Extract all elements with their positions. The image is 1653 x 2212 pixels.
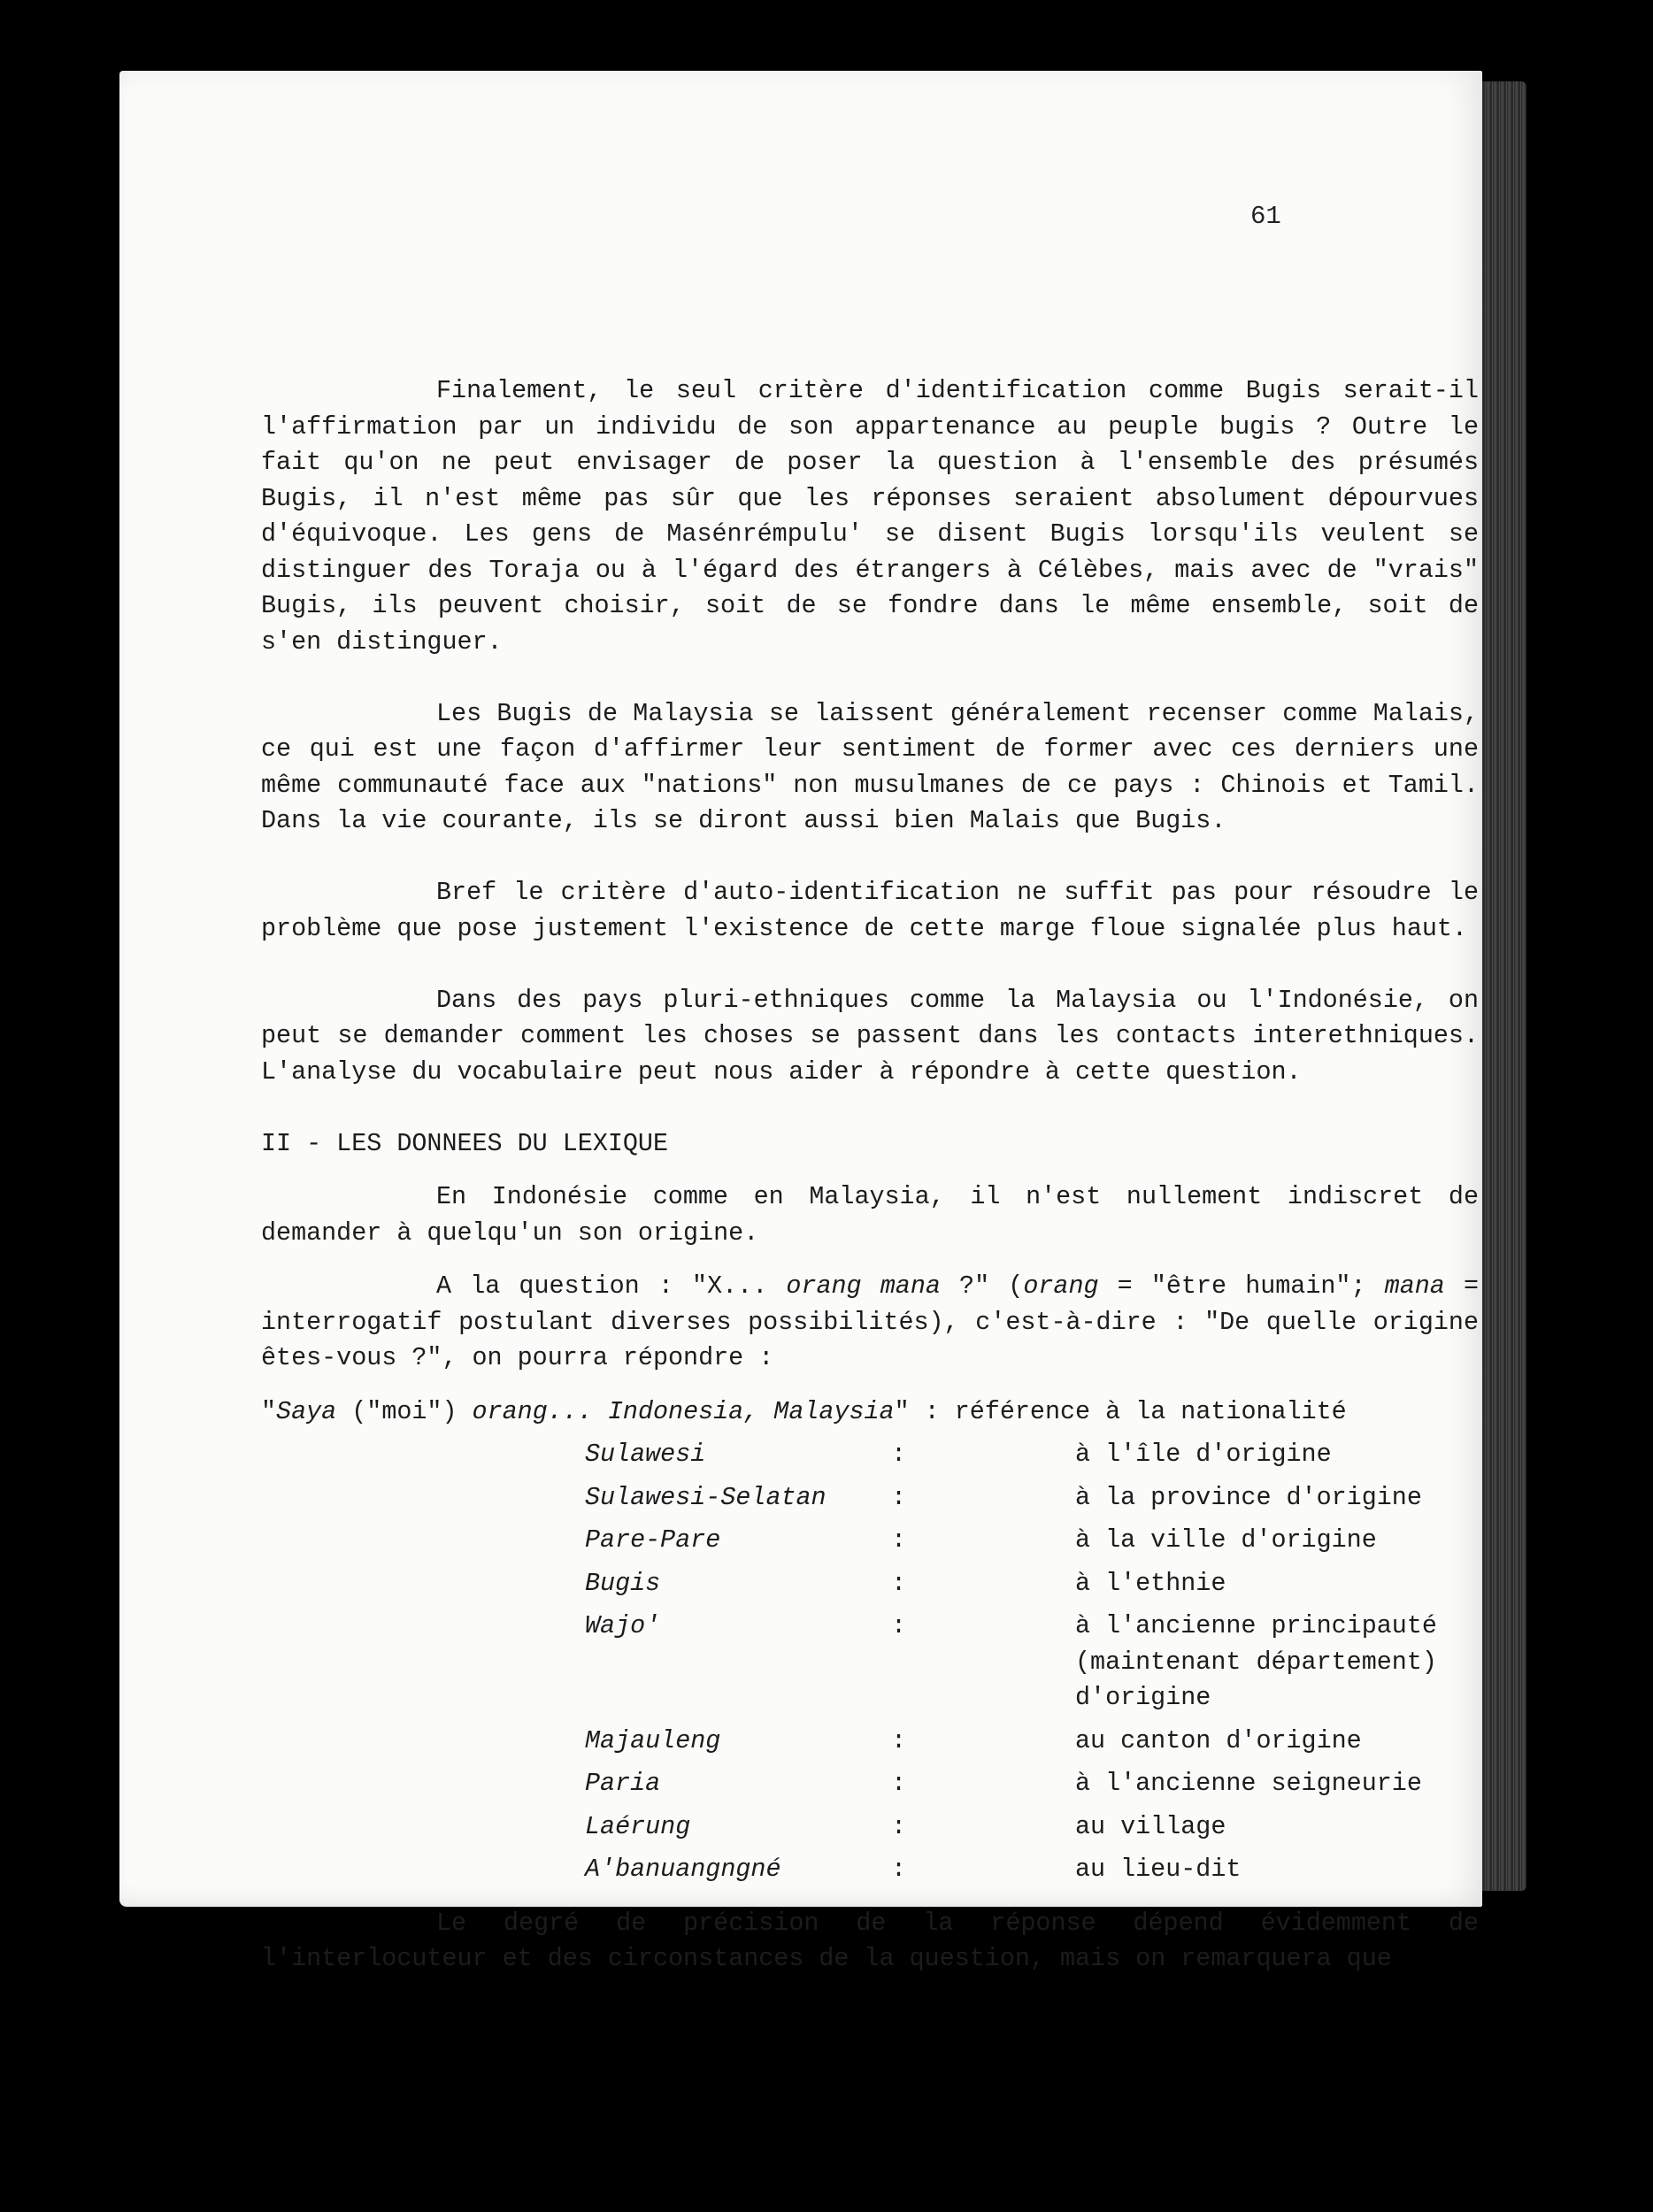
paragraph-7: Le degré de précision de la réponse dépend évidemment de l'interlocuteur et des circonstances de la question, mais on remarquera que <box>261 1908 1479 1973</box>
p6-intro: A la question : "X... <box>436 1271 787 1301</box>
example-colon: : <box>891 1611 907 1640</box>
example-row <box>261 1766 1479 1802</box>
example-term: Sulawesi <box>585 1440 706 1469</box>
example-row-nationality <box>261 1394 1479 1431</box>
example-reference: à la ville d'origine <box>1075 1525 1377 1555</box>
example-colon: : <box>891 1525 907 1555</box>
example-term: Majauleng <box>585 1725 721 1755</box>
example-colon: : <box>891 1811 907 1841</box>
example-reference: à l'île d'origine <box>1075 1440 1332 1469</box>
example-row <box>261 1852 1479 1888</box>
p6-mid-2: = "être humain"; <box>1098 1271 1385 1301</box>
example-row <box>261 1523 1479 1559</box>
example-term: A'banuangngné <box>585 1855 781 1884</box>
p6-italic-mana: mana <box>1384 1271 1445 1301</box>
example-term: Wajo' <box>585 1611 661 1640</box>
paragraph-2: Les Bugis de Malaysia se laissent généralement recenser comme Malais, ce qui est une façon d'affirmer leur sentiment de former avec ces derniers une même communauté face aux "nations" non musulmanes de ce pays : Chinois et Tamil. Dans la vie courante, ils se diront aussi bien Malais que Bugis. <box>261 698 1479 835</box>
example-term: Paria <box>585 1769 661 1798</box>
example-colon: : <box>891 1769 907 1798</box>
ex-moi: ("moi") <box>336 1396 473 1426</box>
p6-italic-orang: orang <box>1023 1271 1099 1301</box>
example-colon: : <box>891 1440 907 1469</box>
p6-italic-orang-mana: orang mana <box>786 1271 941 1301</box>
example-colon: : <box>891 1725 907 1755</box>
example-term: Laérung <box>585 1811 691 1841</box>
paragraph-3: Bref le critère d'auto-identification ne suffit pas pour résoudre le problème que pose justement l'existence de cette marge floue signalée plus haut. <box>261 878 1479 943</box>
document-body <box>261 373 1479 2013</box>
ex-nationality-ref: " : référence à la nationalité <box>894 1396 1347 1426</box>
example-reference: à l'ethnie <box>1075 1568 1226 1598</box>
example-colon: : <box>891 1568 907 1598</box>
example-reference: à la province d'origine <box>1075 1482 1422 1512</box>
example-term: Bugis <box>585 1568 661 1598</box>
book-page <box>119 71 1482 1973</box>
example-reference: au lieu-dit <box>1075 1855 1242 1884</box>
ex-saya: Saya <box>276 1396 337 1426</box>
paragraph-1: Finalement, le seul critère d'identification comme Bugis serait-il l'affirmation par un individu de son appartenance au peuple bugis ? Outre le fait qu'on ne peut envisager de poser la question à l'ensemble des présumés Bugis, il n'est même pas sûr que les réponses seraient absolument dépourvues d'équivoque. Les gens de Masénrémpulu' se disent Bugis lorsqu'ils veulent se distinguer des Toraja ou à l'égard des étrangers à Célèbes, mais avec de "vrais" Bugis, ils peuvent choisir, soit de se fondre dans le même ensemble, soit de s'en distinguer. <box>261 376 1479 657</box>
example-row <box>261 1437 1479 1473</box>
example-term: Sulawesi-Selatan <box>585 1482 826 1512</box>
example-row <box>261 1566 1479 1602</box>
example-colon: : <box>891 1482 907 1512</box>
page-number: 61 <box>1250 202 1281 231</box>
paragraph-5: En Indonésie comme en Malaysia, il n'est nullement indiscret de demander à quelqu'un son origine. <box>261 1182 1479 1248</box>
example-row <box>261 1480 1479 1517</box>
example-reference: au village <box>1075 1811 1226 1841</box>
p6-mid-1: ?" ( <box>940 1271 1024 1301</box>
example-reference: au canton d'origine <box>1075 1725 1362 1755</box>
paragraph-4: Dans des pays pluri-ethniques comme la Malaysia ou l'Indonésie, on peut se demander comment les choses se passent dans les contacts interethniques. L'analyse du vocabulaire peut nous aider à répondre à cette question. <box>261 985 1479 1087</box>
example-reference: à l'ancienne seigneurie <box>1075 1769 1422 1798</box>
example-row <box>261 1724 1479 1760</box>
p6-rest: = interrogatif postulant diverses possibilités), c'est-à-dire : "De quelle origine êtes-vous ?", on pourra répondre : <box>261 1271 1480 1372</box>
section-heading: II - LES DONNEES DU LEXIQUE <box>261 1128 669 1158</box>
example-answers-list <box>261 1394 1479 1888</box>
example-row <box>261 1609 1479 1717</box>
example-reference: à l'ancienne principauté (maintenant département) d'origine <box>1075 1611 1437 1712</box>
ex-orang-nationality: orang... Indonesia, Malaysia <box>472 1396 895 1426</box>
example-colon: : <box>891 1855 907 1884</box>
example-term: Pare-Pare <box>585 1525 721 1555</box>
paragraph-6 <box>261 1269 1479 1377</box>
ex-quote: " <box>261 1396 277 1426</box>
example-row <box>261 1809 1479 1846</box>
